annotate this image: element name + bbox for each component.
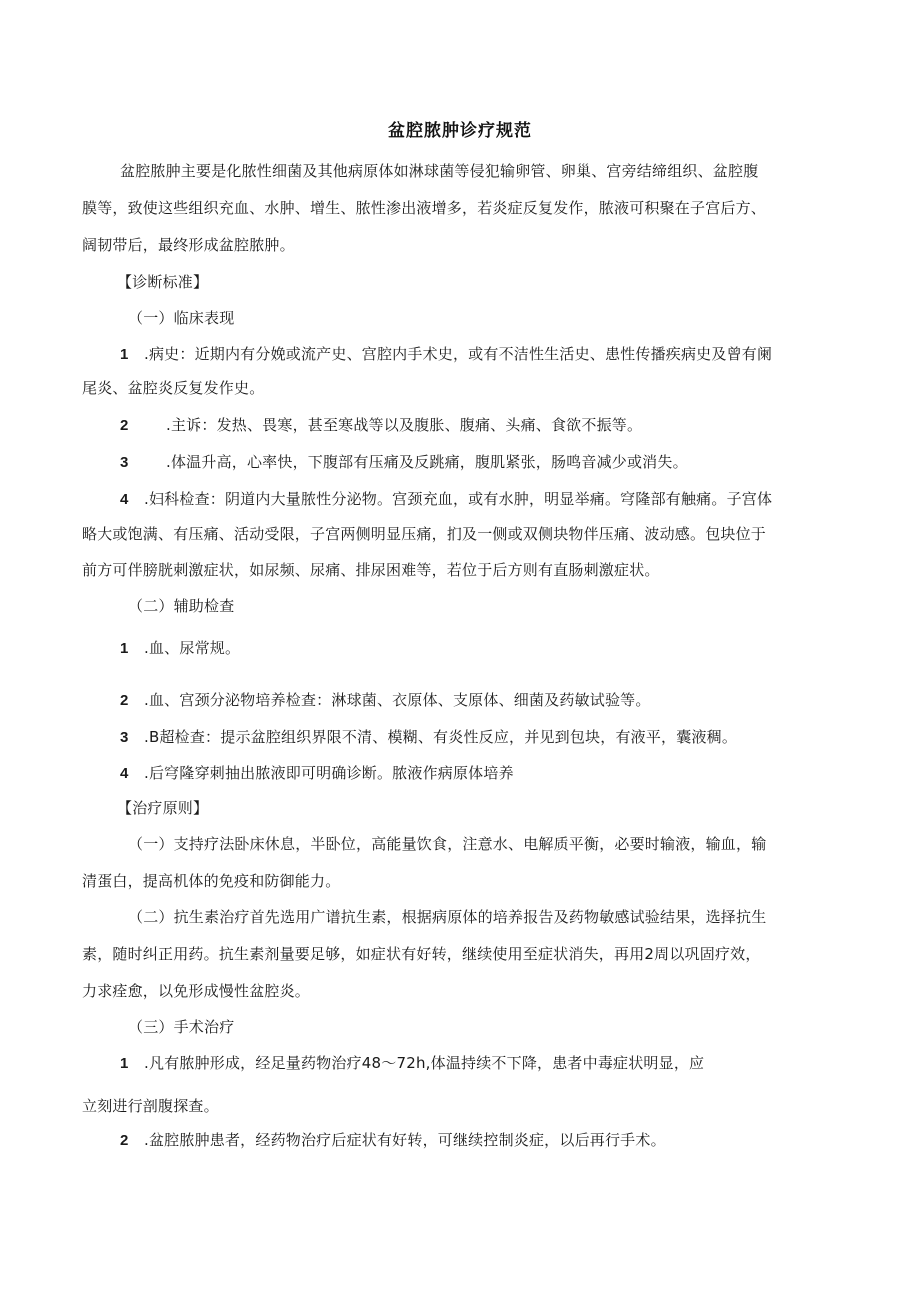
item-text: .血、宫颈分泌物培养检查：淋球菌、衣原体、支原体、细菌及药敏试验等。	[144, 691, 651, 709]
clinical-item-1	[120, 343, 772, 366]
item-text: .凡有脓肿形成，经足量药物治疗48～72h,体温持续不下降，患者中毒症状明显，应	[144, 1054, 705, 1072]
clinical-item-3	[120, 451, 688, 474]
item-text: .主诉：发热、畏寒，甚至寒战等以及腹胀、腹痛、头痛、食欲不振等。	[166, 416, 643, 434]
clinical-item-4	[120, 488, 772, 511]
clinical-item-4-cont-2: 前方可伴膀胱刺激症状，如尿频、尿痛、排尿困难等，若位于后方则有直肠刺激症状。	[82, 561, 660, 579]
auxiliary-item-4	[120, 762, 514, 785]
item-text: .B超检查：提示盆腔组织界限不清、模糊、有炎性反应，并见到包块，有液平，囊液稠。	[144, 728, 738, 746]
antibiotic-line-2: 素，随时纠正用药。抗生素剂量要足够，如症状有好转，继续使用至症状消失，再用2周以巩固疗效，	[82, 945, 761, 963]
item-text: .体温升高，心率快，下腹部有压痛及反跳痛，腹肌紧张，肠鸣音减少或消失。	[166, 453, 688, 471]
item-number: 4	[120, 765, 129, 782]
intro-line-3: 阔韧带后，最终形成盆腔脓肿。	[82, 236, 295, 254]
item-text: .血、尿常规。	[144, 639, 241, 657]
page-title: 盆腔脓肿诊疗规范	[388, 121, 532, 141]
item-text: .病史：近期内有分娩或流产史、宫腔内手术史，或有不洁性生活史、患性传播疾病史及曾有阑	[144, 345, 773, 363]
item-number: 2	[120, 692, 129, 709]
item-number: 4	[120, 491, 129, 508]
item-number: 3	[120, 729, 129, 746]
antibiotic-line-1: （二）抗生素治疗首先选用广谱抗生素，根据病原体的培养报告及药物敏感试验结果，选择抗生	[128, 908, 767, 926]
clinical-item-1-cont: 尾炎、盆腔炎反复发作史。	[82, 379, 265, 397]
intro-line-2: 膜等，致使这些组织充血、水肿、增生、脓性渗出液增多，若炎症反复发作，脓液可积聚在子宫后方、	[82, 199, 767, 217]
item-number: 3	[120, 454, 129, 471]
auxiliary-item-2	[120, 689, 651, 712]
item-text: .妇科检查：阴道内大量脓性分泌物。宫颈充血，或有水肿，明显举痛。穹隆部有触痛。子宫体	[144, 490, 773, 508]
item-text: .盆腔脓肿患者，经药物治疗后症状有好转，可继续控制炎症，以后再行手术。	[144, 1131, 666, 1149]
item-number: 2	[120, 417, 129, 434]
surgery-heading: （三）手术治疗	[128, 1018, 235, 1036]
item-text: .后穹隆穿刺抽出脓液即可明确诊断。脓液作病原体培养	[144, 764, 514, 782]
surgery-item-1	[120, 1052, 704, 1075]
surgery-item-1-cont: 立刻进行剖腹探查。	[82, 1097, 219, 1115]
auxiliary-item-3	[120, 726, 737, 749]
intro-line-1: 盆腔脓肿主要是化脓性细菌及其他病原体如淋球菌等侵犯输卵管、卵巢、宫旁结缔组织、盆腔腹	[120, 162, 759, 180]
support-line-1: （一）支持疗法卧床休息，半卧位，高能量饮食，注意水、电解质平衡，必要时输液，输血，输	[128, 835, 767, 853]
item-number: 2	[120, 1132, 129, 1149]
auxiliary-item-1	[120, 637, 240, 660]
treatment-heading: 【治疗原则】	[117, 799, 209, 817]
clinical-item-4-cont-1: 略大或饱满、有压痛、活动受限，子宫两侧明显压痛，扪及一侧或双侧块物伴压痛、波动感。包块位于	[82, 525, 767, 543]
antibiotic-line-3: 力求痊愈，以免形成慢性盆腔炎。	[82, 982, 311, 1000]
auxiliary-heading: （二）辅助检查	[128, 597, 235, 615]
item-number: 1	[120, 346, 129, 363]
clinical-heading: （一）临床表现	[128, 309, 235, 327]
clinical-item-2	[120, 414, 642, 437]
diagnosis-heading: 【诊断标准】	[117, 273, 209, 291]
support-line-2: 清蛋白，提高机体的免疫和防御能力。	[82, 872, 341, 890]
item-number: 1	[120, 1055, 129, 1072]
surgery-item-2	[120, 1129, 666, 1152]
item-number: 1	[120, 640, 129, 657]
